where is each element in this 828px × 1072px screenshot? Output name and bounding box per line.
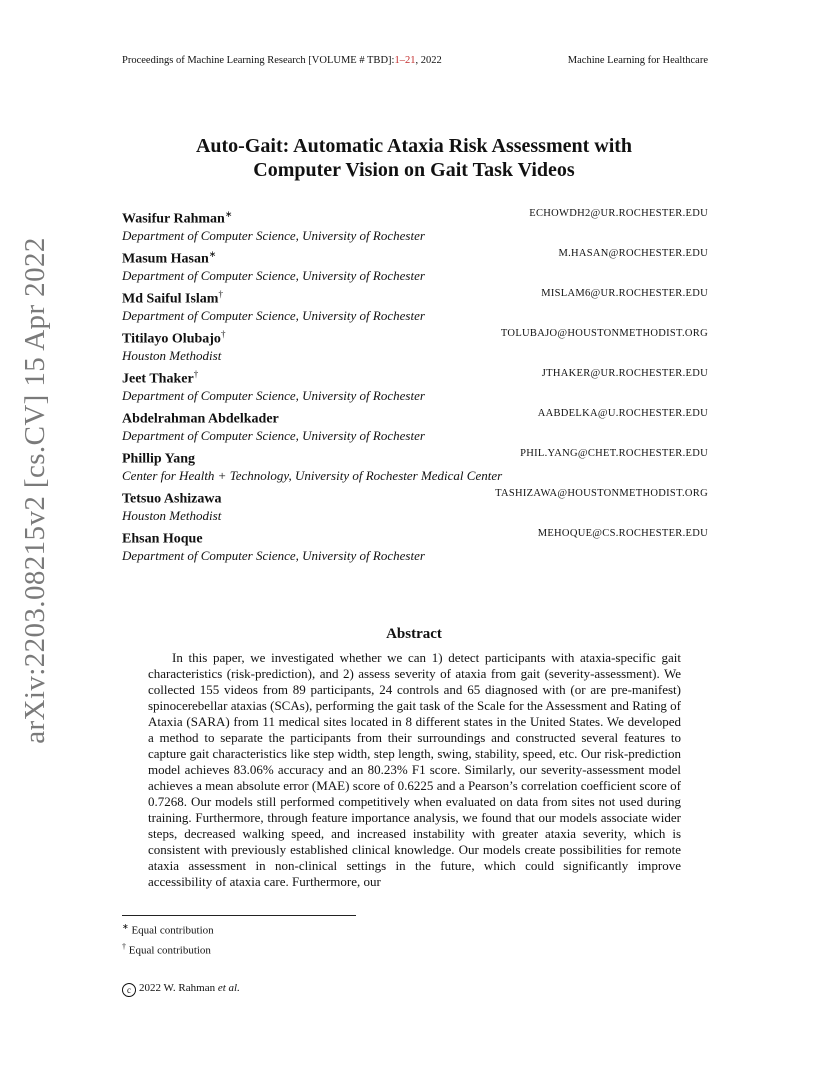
author-name: Wasifur Rahman∗: [122, 209, 233, 227]
author-name: Abdelrahman Abdelkader: [122, 411, 279, 427]
author-affiliation: Department of Computer Science, University of Rochester: [122, 427, 425, 443]
arxiv-identifier[interactable]: arXiv:2203.08215v2 [cs.CV] 15 Apr 2022: [18, 236, 51, 744]
author-email[interactable]: JTHAKER@UR.ROCHESTER.EDU: [541, 368, 708, 379]
copyright-line: c 2022 W. Rahman et al.: [122, 982, 240, 997]
author-affiliation: Department of Computer Science, University of Rochester: [122, 307, 425, 323]
author-name: Titilayo Olubajo†: [122, 329, 226, 347]
conference-name: Machine Learning for Healthcare: [567, 55, 708, 66]
author-name: Tetsuo Ashizawa: [122, 491, 222, 507]
author-affiliation: Department of Computer Science, University of Rochester: [122, 227, 425, 243]
footnote: ∗ Equal contribution: [122, 922, 214, 937]
footnote: † Equal contribution: [122, 941, 211, 957]
running-header: [122, 55, 708, 66]
title-line-2: Computer Vision on Gait Task Videos: [253, 159, 575, 181]
author-email[interactable]: TASHIZAWA@HOUSTONMETHODIST.ORG: [495, 488, 708, 499]
author-affiliation: Houston Methodist: [122, 507, 222, 523]
author-affiliation: Center for Health + Technology, University of Rochester Medical Center: [122, 467, 503, 483]
author-affiliation: Department of Computer Science, University of Rochester: [122, 267, 425, 283]
author-email[interactable]: ECHOWDH2@UR.ROCHESTER.EDU: [529, 208, 708, 219]
author-affiliation: Department of Computer Science, University of Rochester: [122, 547, 425, 563]
author-affiliation: Department of Computer Science, University of Rochester: [122, 387, 425, 403]
venue-line: Proceedings of Machine Learning Research [VOLUME # TBD]:1–21, 2022: [122, 55, 442, 66]
author-entry: [122, 246, 708, 286]
author-list: [122, 206, 708, 566]
author-name: Md Saiful Islam†: [122, 289, 223, 307]
footnote-divider: [122, 915, 356, 916]
author-email[interactable]: PHIL.YANG@CHET.ROCHESTER.EDU: [520, 448, 708, 459]
author-email[interactable]: AABDELKA@U.ROCHESTER.EDU: [537, 408, 708, 419]
author-affiliation: Houston Methodist: [122, 347, 222, 363]
author-name: Phillip Yang: [122, 451, 196, 467]
author-email[interactable]: MISLAM6@UR.ROCHESTER.EDU: [541, 288, 708, 299]
author-name: Jeet Thaker†: [122, 369, 199, 387]
title-line-1: Auto-Gait: Automatic Ataxia Risk Assessment with: [195, 135, 633, 157]
abstract-text: In this paper, we investigated whether we can 1) detect participants with ataxia-specific gait characteristics (risk-prediction), and 2) assess severity of ataxia from gait (severity-assessment). We collected 155 videos from 89 participants, 24 controls and 65 diagnosed with (or are pre-manifest) spinocerebellar ataxias (SCAs), performing the gait task of the Scale for the Assessment and Rating of Ataxia (SARA) from 11 medical sites located in 8 different states in the United States. We developed a method to separate the participants from their surroundings and constructed several features to capture gait characteristics like step width, step length, swing, stability, speed, etc. Our risk-prediction model achieves 83.06% accuracy and an 80.23% F1 score. Similarly, our severity-assessment model achieves a mean absolute error (MAE) score of 0.6225 and a Pearson’s correlation coefficient score of 0.7268. Our models still performed competitively when evaluated on data from sites not used during training. Furthermore, through feature importance analysis, we found that our models associate wider steps, decreased walking speed, and increased instability with greater ataxia severity, which is consistent with previously established clinical knowledge. Our models create possibilities for remote ataxia assessment in non-clinical settings in the future, which could significantly improve accessibility of ataxia care. Furthermore, our: [148, 650, 681, 889]
author-entry: [122, 366, 708, 406]
author-entry: [122, 486, 708, 526]
page-range-link[interactable]: 1–21: [394, 55, 416, 66]
paper-title: [0, 134, 828, 182]
author-email[interactable]: M.HASAN@ROCHESTER.EDU: [558, 248, 708, 259]
author-name: Ehsan Hoque: [122, 531, 203, 547]
author-entry: [122, 446, 708, 486]
copyright-icon: c: [122, 983, 136, 997]
footnotes: [122, 919, 214, 958]
author-entry: [122, 286, 708, 326]
abstract-heading: Abstract: [386, 626, 442, 642]
author-email[interactable]: MEHOQUE@CS.ROCHESTER.EDU: [537, 528, 708, 539]
author-email[interactable]: TOLUBAJO@HOUSTONMETHODIST.ORG: [500, 328, 708, 339]
author-entry: [122, 206, 708, 246]
author-name: Masum Hasan∗: [122, 249, 217, 267]
author-entry: [122, 526, 708, 566]
author-entry: [122, 406, 708, 446]
author-entry: [122, 326, 708, 366]
